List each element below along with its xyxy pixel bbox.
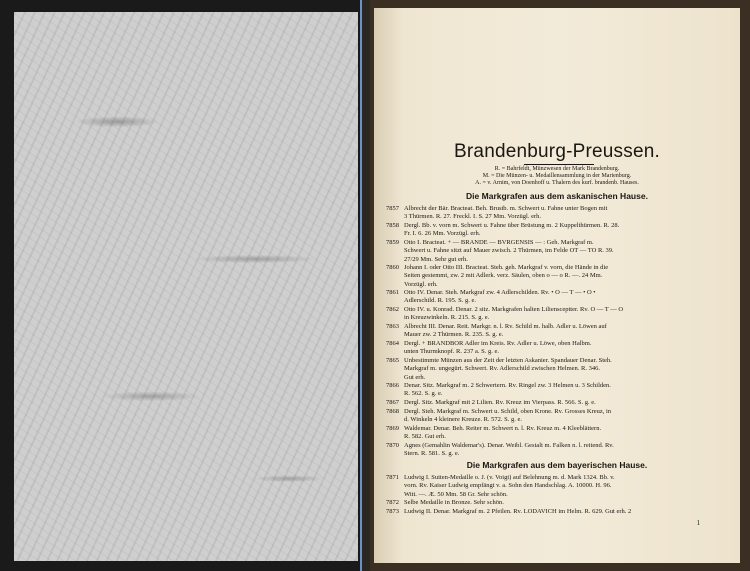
entry-text: unten Thurmknopf. R. 237 a. S. g. e. xyxy=(404,348,500,356)
entry-number: 7857 xyxy=(386,205,399,212)
entry-number: 7868 xyxy=(386,408,399,415)
entry-text: R. 582. Gut erh. xyxy=(404,433,446,441)
entry-number: 7862 xyxy=(386,306,399,313)
entry-number: 7873 xyxy=(386,508,399,515)
entry-text: in Kreuzwinkeln. R. 215. S. g. e. xyxy=(404,314,490,322)
abbreviation-line: R. = Bahrfeldt, Münzwesen der Mark Brandenburg. xyxy=(494,166,620,172)
entry-text: Dergl. + BRANDBOR Adler im Kreis. Rv. Adler u. Löwe, oben Halbm. xyxy=(404,340,592,347)
entry-text: Albrecht III. Denar. Reit. Markgr. n. l. Rv. Schild m. halb. Adler u. Löwen auf xyxy=(404,323,607,330)
entry-text: Dergl. Bb. v. vorn m. Schwert u. Fahne über Brüstung m. 2 Kuppelthürmen. R. 28. xyxy=(404,222,620,229)
entry-text: Witt. —. Æ. 50 Mm. 58 Gr. Sehr schön. xyxy=(404,490,508,498)
entry-text: Waldemar. Denar. Beh. Reiter m. Schwert n. l. Rv. Kreuz m. 4 Kleeblättern. xyxy=(404,425,602,432)
book-spine xyxy=(362,0,370,571)
entry-text: Markgraf m. ungegürt. Schwert. Rv. Adlerschild zwischen Helmen. R. 346. xyxy=(404,365,600,373)
section-heading: Die Markgrafen aus dem bayerischen Hause. xyxy=(466,460,648,470)
entry-text: Gut erh. xyxy=(404,373,426,381)
entry-number: 7869 xyxy=(386,425,399,432)
entry-text: 27/29 Mm. Sehr gut erh. xyxy=(404,255,468,263)
entry-number: 7864 xyxy=(386,340,399,347)
entry-text: Otto I. Bracteat. + — BRANDE — BVRGENSIS — : Geh. Markgraf m. xyxy=(404,239,594,246)
right-page xyxy=(370,0,750,571)
entry-number: 7867 xyxy=(386,399,399,406)
entry-text: Mauer zw. 2 Thürmen. R. 235. S. g. e. xyxy=(404,331,504,339)
entry-text: Selbe Medaille in Bronze. Sehr schön. xyxy=(404,499,504,506)
left-page xyxy=(0,0,360,571)
entry-text: Stern. R. 581. S. g. e. xyxy=(404,450,460,458)
entry-number: 7858 xyxy=(386,222,399,229)
entry-number: 7866 xyxy=(386,382,399,389)
page-number: 1 xyxy=(696,519,700,527)
page-title: Brandenburg-Preussen. xyxy=(454,141,660,162)
entry-text: Agnes (Gemahlin Waldemar's). Denar. Weibl. Gestalt m. Falken n. l. reitend. Rv. xyxy=(404,442,614,449)
entry-text: vorn. Rv. Kaiser Ludwig empfängt v. a. Sohn den Handschlag. A. 10000. H. 96. xyxy=(404,482,612,490)
entry-text: Fr. I. 6. 26 Mm. Vorzügl. erh. xyxy=(404,230,481,238)
entry-text: Albrecht der Bär. Bracteat. Beh. Brustb. m. Schwert u. Fahne unter Bogen mit xyxy=(404,205,608,212)
entry-text: R. 562. S. g. e. xyxy=(404,390,443,398)
entry-number: 7865 xyxy=(386,357,399,364)
entry-text: d. Winkeln 4 kleinere Kreuze. R. 572. S. g. e. xyxy=(404,416,523,424)
entry-text: Dergl. Sitz. Markgraf mit 2 Lilien. Rv. Kreuz im Vierpass. R. 566. S. g. e. xyxy=(404,399,596,406)
abbreviation-line: A. = v. Arnim, von Doenhoff u. Thalern des kurf. brandenb. Hauses. xyxy=(475,180,639,186)
title-rule xyxy=(524,164,594,165)
entry-text: Adlerschild. R. 195. S. g. e. xyxy=(404,297,477,305)
entry-text: Denar. Sitz. Markgraf m. 2 Schwertern. Rv. Ringel zw. 3 Helmen u. 3 Schilden. xyxy=(404,382,611,389)
entry-number: 7863 xyxy=(386,323,399,330)
entry-number: 7861 xyxy=(386,289,399,296)
section-heading: Die Markgrafen aus dem askanischen Hause. xyxy=(466,191,648,201)
entry-text: Schwert u. Fahne sitzt auf Mauer zwisch. 2 Thürmen, im Felde OT — TO R. 39. xyxy=(404,247,614,255)
entry-text: Unbestimmte Münzen aus der Zeit der letzten Askanier. Spandauer Denar. Steh. xyxy=(404,357,612,364)
printed-page xyxy=(374,8,740,563)
entry-number: 7859 xyxy=(386,239,399,246)
entry-number: 7872 xyxy=(386,499,399,506)
entry-text: Otto IV. u. Konrad. Denar. 2 sitz. Markgrafen halten Liliensceptter. Rv. O — T — O xyxy=(404,306,624,313)
entry-number: 7871 xyxy=(386,474,399,481)
entry-text: Vorzügl. erh. xyxy=(404,280,438,288)
entry-text: Seiten gestemmt, zw. 2 mit Adlerk. verz. Säulen, oben o — o R. —. 24 Mm. xyxy=(404,272,603,280)
entry-text: 3 Thürmen. R. 27. Freckl. I. S. 27 Mm. Vorzügl. erh. xyxy=(404,213,542,221)
entry-text: Johann I. oder Otto III. Bracteat. Steh. geh. Markgraf v. vorn, die Hände in die xyxy=(404,264,609,271)
marbled-endpaper xyxy=(14,12,358,561)
entry-number: 7870 xyxy=(386,442,399,449)
entry-text: Otto IV. Denar. Steh. Markgraf zw. 4 Adlerschilden. Rv. • O — T — • O • xyxy=(404,289,596,296)
entry-text: Ludwig I. Suiten-Medaille o. J. (v. Voigt) auf Belehnung m. d. Mark 1324. Bb. v. xyxy=(404,474,615,481)
entry-number: 7860 xyxy=(386,264,399,271)
abbreviation-line: M. = Die Münzen- u. Medaillensammlung in der Marienburg. xyxy=(482,173,632,179)
entry-text: Ludwig II. Denar. Markgraf m. 2 Pfeilen. Rv. LODAVICH im Helm. R. 629. Gut erh. 2 xyxy=(404,508,632,515)
entry-text: Dergl. Steh. Markgraf m. Schwert u. Schild, oben Krone. Rv. Grosses Kreuz, in xyxy=(404,408,612,415)
